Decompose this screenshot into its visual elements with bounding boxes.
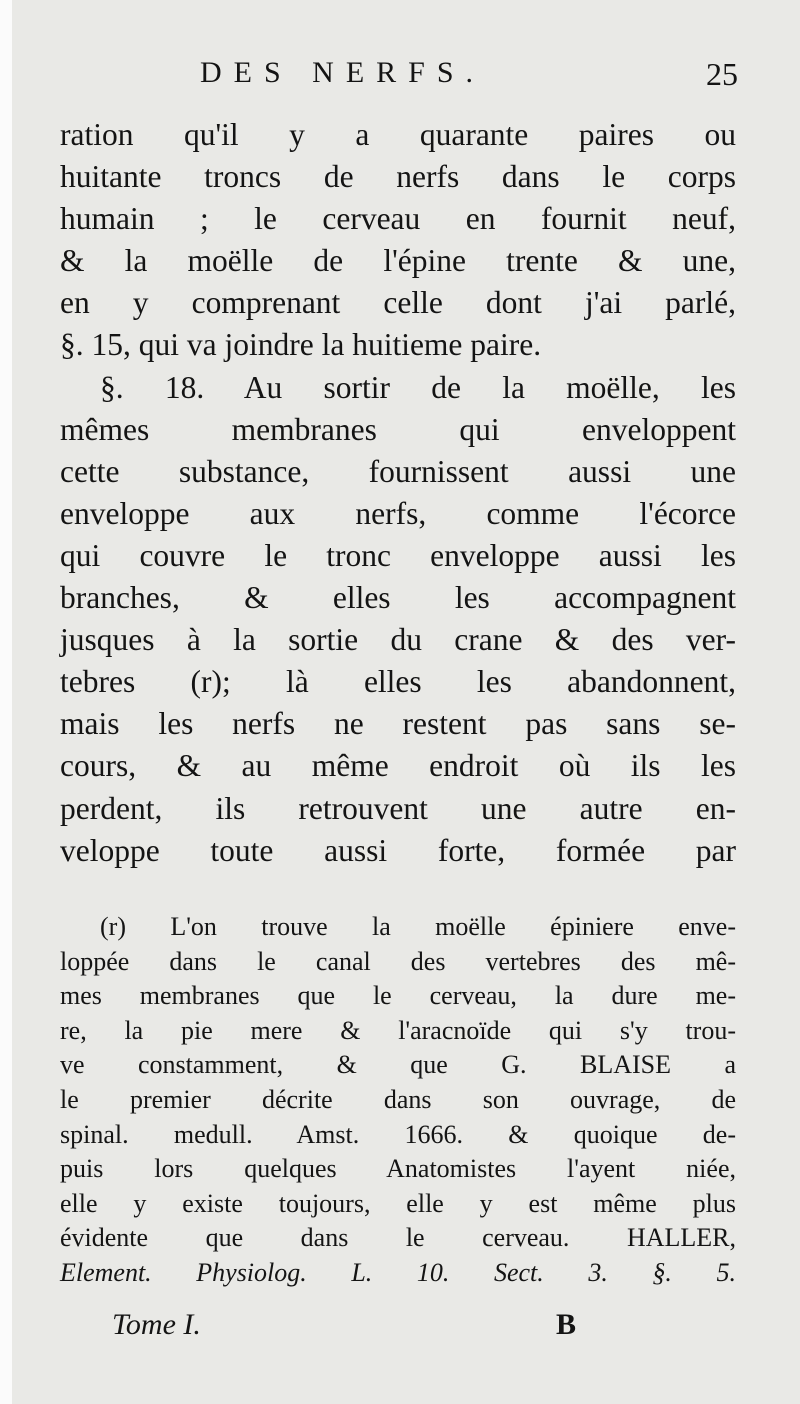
signature-mark: B xyxy=(556,1308,577,1341)
footnote-line: spinal. medull. Amst. 1666. & quoique de- xyxy=(60,1119,736,1149)
footnote-line: le premier décrite dans son ouvrage, de xyxy=(60,1084,736,1114)
text-line: jusques à la sortie du crane & des ver- xyxy=(60,622,736,658)
text-line: huitante troncs de nerfs dans le corps xyxy=(60,159,736,195)
footnote-line: mes membranes que le cerveau, la dure me- xyxy=(60,981,736,1011)
text-line: §. 15, qui va joindre la huitieme paire. xyxy=(60,327,542,363)
text-line: enveloppe aux nerfs, comme l'écorce xyxy=(60,495,736,531)
text-line: ration qu'il y a quarante paires ou xyxy=(60,117,736,152)
footnote-line: puis lors quelques Anatomistes l'ayent niée, xyxy=(60,1154,736,1184)
footnote-line: loppée dans le canal des vertebres des mê- xyxy=(60,946,736,976)
text-line: cours, & au même endroit où ils les xyxy=(60,748,736,784)
text-line: mêmes membranes qui enveloppent xyxy=(60,411,736,447)
running-head: DES NERFS. xyxy=(200,56,486,89)
footnote-line: re, la pie mere & l'aracnoïde qui s'y trou- xyxy=(60,1015,736,1045)
page-edge xyxy=(0,0,12,1404)
page-header xyxy=(60,56,738,96)
footnote-line: ve constamment, & que G. BLAISE a xyxy=(60,1050,736,1080)
text-line: & la moëlle de l'épine trente & une, xyxy=(60,243,736,279)
text-line: perdent, ils retrouvent une autre en- xyxy=(60,790,736,826)
footnote-line: Element. Physiolog. L. 10. Sect. 3. §. 5. xyxy=(60,1257,736,1287)
text-line: branches, & elles les accompagnent xyxy=(60,580,736,616)
text-line: veloppe toute aussi forte, formée par xyxy=(60,832,736,868)
text-line: tebres (r); là elles les abandonnent, xyxy=(60,664,736,700)
text-line: mais les nerfs ne restent pas sans se- xyxy=(60,706,736,742)
text-line: cette substance, fournissent aussi une xyxy=(60,453,736,489)
text-line: qui couvre le tronc enveloppe aussi les xyxy=(60,537,736,573)
page-number: 25 xyxy=(706,56,738,92)
volume-label: Tome I. xyxy=(112,1308,201,1341)
body-text xyxy=(60,114,736,872)
footnote-line: elle y existe toujours, elle y est même plus xyxy=(60,1188,736,1218)
footnote xyxy=(60,910,736,1291)
footnote-line: (r) L'on trouve la moëlle épiniere enve- xyxy=(100,912,736,941)
text-line: humain ; le cerveau en fournit neuf, xyxy=(60,201,736,237)
page-footer xyxy=(112,1308,738,1348)
text-line: en y comprenant celle dont j'ai parlé, xyxy=(60,285,736,321)
footnote-line: évidente que dans le cerveau. HALLER, xyxy=(60,1223,736,1253)
text-line: §. 18. Au sortir de la moëlle, les xyxy=(100,369,736,405)
